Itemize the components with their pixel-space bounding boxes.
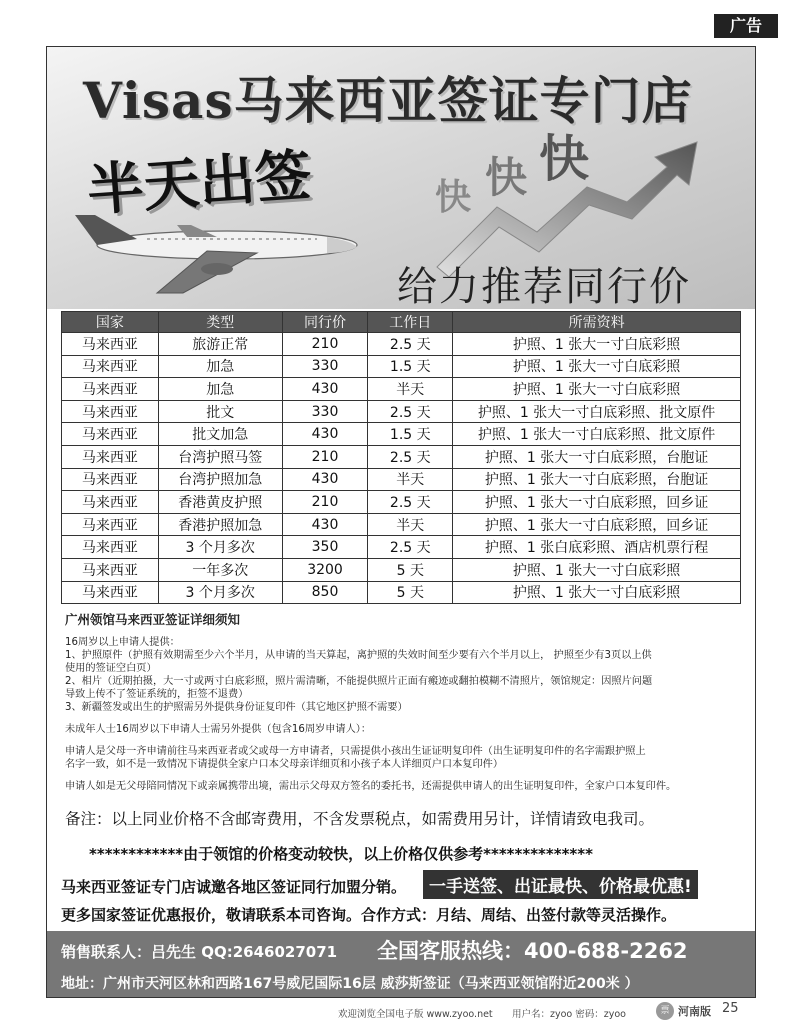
header-country: 国家: [62, 312, 159, 333]
note-line: 导致上传不了签证系统的，拒签不退费）: [65, 689, 249, 700]
sales-contact: 销售联系人：吕先生 QQ:2646027071: [61, 943, 338, 961]
cell-type: 一年多次: [158, 558, 282, 581]
cell-country: 马来西亚: [62, 491, 159, 514]
cell-price: 850: [282, 581, 368, 604]
cell-price: 430: [282, 423, 368, 446]
cell-type: 台湾护照加急: [158, 468, 282, 491]
cell-workdays: 2.5 天: [368, 333, 453, 356]
table-row: [62, 558, 741, 581]
header-price: 同行价: [282, 312, 368, 333]
ad-tag: 广告: [714, 14, 778, 38]
fast-char-2: 快: [485, 153, 528, 202]
cell-type: 加急: [158, 378, 282, 401]
cell-price: 430: [282, 378, 368, 401]
advertisement-frame: [46, 46, 756, 998]
cell-workdays: 半天: [368, 513, 453, 536]
cell-type: 香港黄皮护照: [158, 491, 282, 514]
footer-site: 欢迎浏览全国电子版 www.zyoo.net: [338, 1009, 493, 1020]
cell-type: 3 个月多次: [158, 581, 282, 604]
cell-documents: 护照、1 张大一寸白底彩照: [453, 378, 741, 401]
cell-workdays: 2.5 天: [368, 445, 453, 468]
cell-country: 马来西亚: [62, 581, 159, 604]
price-table: [61, 311, 741, 604]
cell-type: 香港护照加急: [158, 513, 282, 536]
cell-documents: 护照、1 张大一寸白底彩照，台胞证: [453, 468, 741, 491]
recommend-heading: 给力推荐同行价: [397, 264, 691, 309]
cell-country: 马来西亚: [62, 536, 159, 559]
cell-workdays: 5 天: [368, 581, 453, 604]
table-row: [62, 513, 741, 536]
cell-workdays: 5 天: [368, 558, 453, 581]
visa-notes: [65, 613, 745, 802]
cell-documents: 护照、1 张大一寸白底彩照: [453, 355, 741, 378]
table-row: [62, 378, 741, 401]
cell-documents: 护照、1 张白底彩照、酒店机票行程: [453, 536, 741, 559]
hotline: 全国客服热线：400-688-2262: [377, 939, 688, 963]
table-row: [62, 468, 741, 491]
remark-text: 备注：以上同业价格不含邮寄费用，不含发票税点，如需费用另计，详情请致电我司。: [65, 810, 655, 828]
cell-type: 3 个月多次: [158, 536, 282, 559]
cell-documents: 护照、1 张大一寸白底彩照、批文原件: [453, 423, 741, 446]
slogan-badge: 一手送签、出证最快、价格最优惠!: [423, 870, 698, 899]
cell-price: 330: [282, 400, 368, 423]
table-row: [62, 581, 741, 604]
cell-workdays: 半天: [368, 378, 453, 401]
cell-workdays: 2.5 天: [368, 491, 453, 514]
fast-char-1: 快: [435, 177, 472, 218]
cell-documents: 护照、1 张大一寸白底彩照，回乡证: [453, 491, 741, 514]
cell-workdays: 1.5 天: [368, 355, 453, 378]
cell-price: 210: [282, 445, 368, 468]
address: 地址：广州市天河区林和西路167号威尼国际16层 威莎斯签证（马来西亚领馆附近200米 ）: [61, 976, 639, 992]
table-row: [62, 536, 741, 559]
cell-documents: 护照、1 张大一寸白底彩照，回乡证: [453, 513, 741, 536]
cell-price: 350: [282, 536, 368, 559]
table-row: [62, 333, 741, 356]
invite-text: 马来西亚签证专门店诚邀各地区签证同行加盟分销。: [61, 878, 407, 896]
table-row: [62, 355, 741, 378]
header-workdays: 工作日: [368, 312, 453, 333]
notes-under16: 未成年人士16周岁以下申请人士需另外提供（包含16周岁申请人）：: [65, 724, 372, 735]
note-line: 2、相片（近期拍摄，大一寸或两寸白底彩照，照片需清晰，不能提供照片正面有瘢迹或翻拍模糊不清照片，领馆规定：因照片问题: [65, 676, 653, 687]
cell-country: 马来西亚: [62, 558, 159, 581]
cell-country: 马来西亚: [62, 513, 159, 536]
cell-type: 加急: [158, 355, 282, 378]
cell-country: 马来西亚: [62, 468, 159, 491]
table-row: [62, 423, 741, 446]
table-header-row: [62, 312, 741, 333]
cell-workdays: 2.5 天: [368, 400, 453, 423]
note-line: 3、新疆签发或出生的护照需另外提供身份证复印件（其它地区护照不需要）: [65, 702, 408, 713]
contact-bar: [47, 931, 755, 997]
cell-price: 430: [282, 468, 368, 491]
cell-country: 马来西亚: [62, 378, 159, 401]
cell-workdays: 1.5 天: [368, 423, 453, 446]
cell-documents: 护照、1 张大一寸白底彩照: [453, 581, 741, 604]
half-day-slogan: 半天出签: [85, 142, 314, 224]
hero-banner: [47, 47, 755, 309]
notes-parents: [65, 745, 745, 771]
note-line: 使用的签证空白页）: [65, 663, 157, 674]
cell-type: 台湾护照马签: [158, 445, 282, 468]
note-line: 申请人是父母一齐申请前往马来西亚者或父或母一方申请者，只需提供小孩出生证证明复印件（出生证明复印件的名字需跟护照上: [65, 746, 646, 757]
table-row: [62, 491, 741, 514]
cell-workdays: 2.5 天: [368, 536, 453, 559]
table-row: [62, 445, 741, 468]
price-notice: ************由于领馆的价格变动较快，以上价格仅供参考**************: [89, 845, 593, 863]
price-table-body: [62, 333, 741, 604]
cell-documents: 护照、1 张大一寸白底彩照，台胞证: [453, 445, 741, 468]
cell-workdays: 半天: [368, 468, 453, 491]
cell-price: 210: [282, 333, 368, 356]
hero-title: Visas马来西亚签证专门店: [83, 71, 693, 130]
notes-title: 广州领馆马来西亚签证详细须知: [65, 612, 241, 627]
cell-type: 批文加急: [158, 423, 282, 446]
header-documents: 所需资料: [453, 312, 741, 333]
cell-country: 马来西亚: [62, 445, 159, 468]
note-line: 16周岁以上申请人提供：: [65, 637, 180, 648]
header-type: 类型: [158, 312, 282, 333]
note-line: 1、护照原件（护照有效期需至少六个半月，从申请的当天算起，离护照的失效时间至少要有六个半月以上， 护照至少有3页以上供: [65, 650, 652, 661]
cell-type: 旅游正常: [158, 333, 282, 356]
cell-country: 马来西亚: [62, 423, 159, 446]
cell-documents: 护照、1 张大一寸白底彩照、批文原件: [453, 400, 741, 423]
page-footer: [0, 998, 800, 1026]
cell-country: 马来西亚: [62, 355, 159, 378]
cell-price: 330: [282, 355, 368, 378]
cell-price: 210: [282, 491, 368, 514]
footer-login: 用户名：zyoo 密码：zyoo: [512, 1009, 626, 1020]
cell-price: 430: [282, 513, 368, 536]
page-number: 25: [722, 1001, 739, 1016]
airplane-icon: [67, 207, 367, 297]
cell-type: 批文: [158, 400, 282, 423]
fast-char-3: 快: [539, 130, 589, 188]
cell-country: 马来西亚: [62, 333, 159, 356]
note-line: 名字一致，如不是一致情况下请提供全家户口本父母亲详细页和小孩子本人详细页户口本复印件）: [65, 759, 504, 770]
cell-documents: 护照、1 张大一寸白底彩照: [453, 333, 741, 356]
cell-documents: 护照、1 张大一寸白底彩照: [453, 558, 741, 581]
more-info-text: 更多国家签证优惠报价，敬请联系本司咨询。合作方式：月结、周结、出签付款等灵活操作。: [61, 906, 677, 924]
cell-price: 3200: [282, 558, 368, 581]
table-row: [62, 400, 741, 423]
notes-no-parents: 申请人如是无父母陪同情况下或亲属携带出境，需出示父母双方签名的委托书，还需提供申请人的出生证明复印件，全家户口本复印件。: [65, 781, 677, 792]
cell-country: 马来西亚: [62, 400, 159, 423]
notes-over16: [65, 636, 745, 714]
footer-edition: 河南版: [678, 1005, 711, 1018]
publisher-logo-icon: 票: [656, 1002, 674, 1020]
